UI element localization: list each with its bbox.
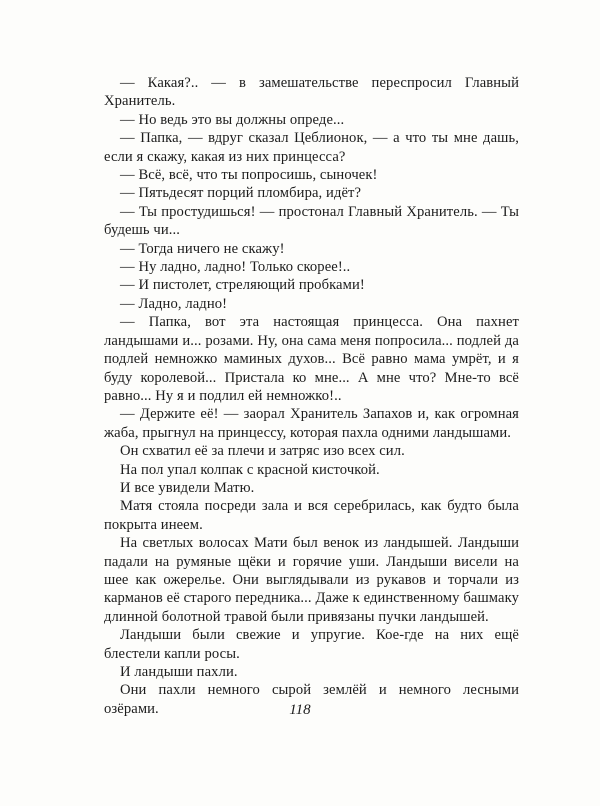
paragraph: На пол упал колпак с красной кисточкой.	[120, 461, 380, 478]
paragraph: Он схватил её за плечи и затряс изо всех сил.	[120, 443, 405, 460]
paragraph: — Пятьдесят порций пломбира, идёт?	[120, 185, 362, 202]
paragraph: — Папка, — вдруг сказал Цеблионок, — а что ты мне дашь, если я скажу, какая из них принцесса?	[104, 130, 519, 165]
paragraph: — Ты простудишься! — простонал Главный Хранитель. — Ты будешь чи...	[104, 203, 519, 239]
paragraph: Матя стояла посреди зала и вся серебрилась, как будто была покрыта инеем.	[104, 498, 519, 533]
paragraph: — Всё, всё, что ты попросишь, сыночек!	[120, 167, 378, 184]
paragraph: — Какая?.. — в замешательстве переспросил Главный Хранитель.	[104, 75, 519, 110]
paragraph: На светлых волосах Мати был венок из ландышей. Ландыши падали на румяные щёки и горячие уши. Ландыши висели на шее как ожерелье. Они выглядывали из рукавов и торчали из карманов её старого передника... Даже к единственному башмаку длинной болотной травой были привязаны пучки ландышей.	[104, 535, 519, 625]
paragraph: — Ну ладно, ладно! Только скорее!..	[120, 259, 351, 276]
paragraph: — И пистолет, стреляющий пробками!	[120, 277, 365, 294]
paragraph: И все увидели Матю.	[120, 479, 255, 496]
paragraph: И ландыши пахли.	[120, 664, 238, 680]
paragraph: — Папка, вот эта настоящая принцесса. Она пахнет ландышами и... розами. Ну, она сама меня попросила... подлей да подлей немножко маминых духов... Всё равно мама умрёт, и я буду королевой... Пристала ко мне... А мне что? Мне-то всё равно... Ну я и подлил ей немножко!..	[104, 314, 519, 404]
page-number: 118	[289, 702, 311, 718]
paragraph: — Ладно, ладно!	[120, 295, 228, 312]
paragraph: — Держите её! — заорал Хранитель Запахов и, как огромная жаба, прыгнул на принцессу, которая пахла одними ландышами.	[104, 406, 519, 441]
paragraph: — Тогда ничего не скажу!	[120, 240, 285, 257]
paragraph: Они пахли немного сырой землёй и немного лесными озёрами.	[104, 682, 519, 717]
paragraph: — Но ведь это вы должны опреде...	[120, 111, 345, 128]
paragraph: Ландыши были свежие и упругие. Кое-где на них ещё блестели капли росы.	[104, 627, 519, 662]
page-text	[104, 74, 519, 718]
